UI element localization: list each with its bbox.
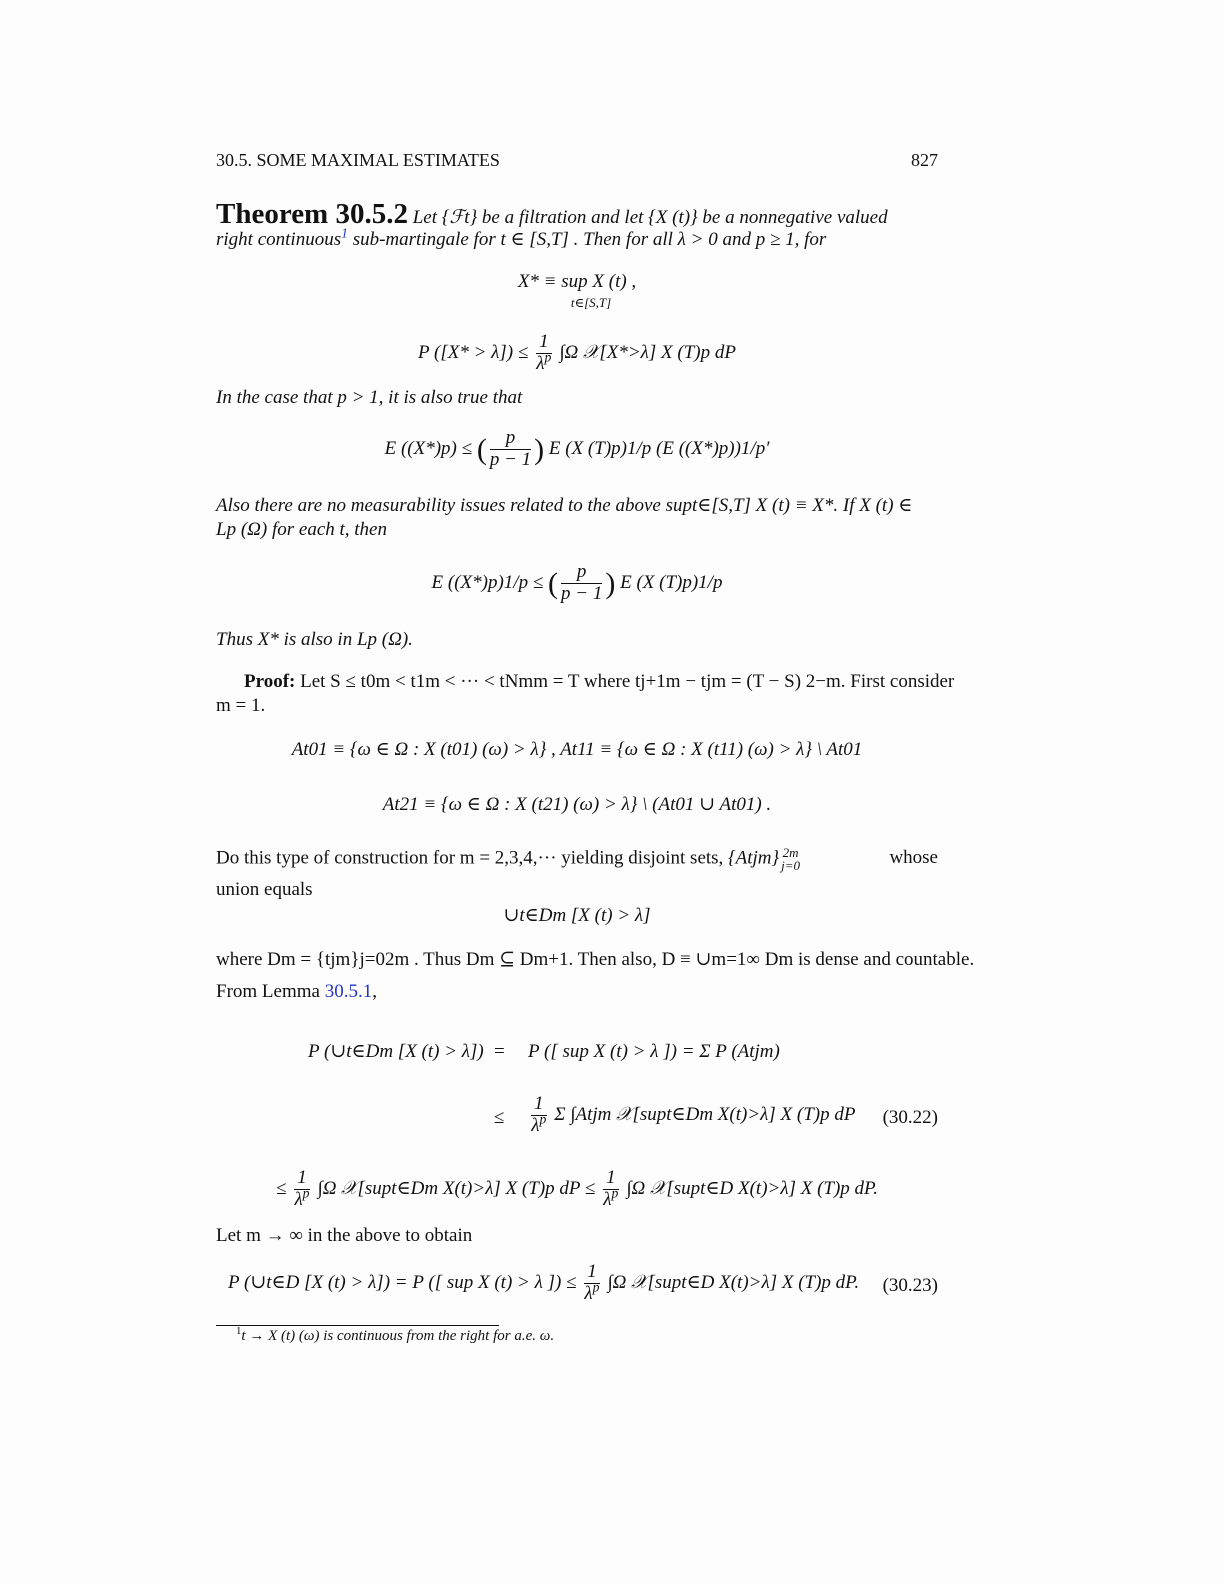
theorem-label: Theorem 30.5.2: [216, 198, 408, 230]
lemma-link[interactable]: 30.5.1: [324, 981, 373, 1002]
equation-sets-a1: At01 ≡ {ω ∈ Ω : X (t01) (ω) > λ} , At11 ≡ {ω ∈ Ω : X (t11) (ω) > λ} \ At01: [291, 739, 863, 760]
eq-cont-a: ∫Ω 𝒳[supt∈Dm X(t)>λ] X (T)p dP ≤: [317, 1177, 596, 1199]
footnote-ref[interactable]: 1: [341, 225, 348, 241]
construction-sup: 2m: [782, 845, 799, 860]
footnote: [236, 1327, 554, 1347]
footnote-mark: 1: [236, 1325, 242, 1337]
thus-text: Thus X* is also in Lp (Ω).: [216, 629, 413, 650]
equation-lp-bound: E ((X*)p)1/p ≤ ( $\frac{p}{p - 1}$ ) E (X (T)p)1/p: [431, 561, 723, 604]
fraction-p-over-p-minus-1: $\frac{p}{p - 1}$: [489, 427, 532, 470]
eq22-tag: (30.22): [882, 1107, 938, 1128]
fraction-one-over-lambda-p-d: $\frac{1}{\lambda^p}$: [603, 1167, 619, 1210]
theorem-text-1: Let {ℱt} be a filtration and let {X (t)} be a nonnegative valued: [412, 207, 888, 228]
measurability-line-2: Lp (Ω) for each t, then: [216, 519, 387, 540]
equation-30-23: [228, 1262, 859, 1305]
fraction-one-over-lambda-p-e: $\frac{1}{\lambda^p}$: [584, 1261, 600, 1304]
fraction-one-over-lambda-p-c: $\frac{1}{\lambda^p}$: [294, 1167, 310, 1210]
eq22-r2: [528, 1094, 855, 1137]
eq23-b: ∫Ω 𝒳[supt∈D X(t)>λ] X (T)p dP.: [607, 1271, 860, 1293]
fraction-p-over-p-minus-1-b: $\frac{p}{p - 1}$: [561, 561, 603, 604]
construction-set: {Atjm}: [728, 847, 780, 869]
fraction-one-over-lambda-p: $\frac{1}{\lambda^p}$: [536, 331, 552, 374]
page-number: 827: [911, 150, 938, 170]
measurability-line-1: Also there are no measurability issues related to the above supt∈[S,T] X (t) ≡ X*. If X (t) ∈: [216, 495, 913, 516]
footnote-text: t → X (t) (ω) is continuous from the right for a.e. ω.: [241, 1328, 555, 1344]
construction-sub: j=0: [781, 858, 801, 873]
eq-lp-rhs: E (X (T)p)1/p: [620, 571, 723, 593]
construction-line-2: union equals: [216, 879, 313, 900]
construction-text-b: whose: [889, 847, 938, 868]
eq23-a: P (∪t∈D [X (t) > λ]) = P ([ sup X (t) > λ ]) ≤: [228, 1271, 577, 1293]
proof-text-1: Let S ≤ t0m < t1m < ··· < tNmm = T where tj+1m − tjm = (T − S) 2−m. First consider: [295, 671, 955, 692]
construction-line-1: [216, 846, 938, 872]
eq-prob-lhs: P ([X* > λ]) ≤: [418, 341, 529, 363]
theorem-text-2b: sub-martingale for t ∈ [S,T] . Then for all λ > 0 and p ≥ 1, for: [347, 229, 827, 250]
eq-cont-b: ∫Ω 𝒳[supt∈D X(t)>λ] X (T)p dP.: [626, 1177, 878, 1199]
eq-lp-lhs: E ((X*)p)1/p ≤: [431, 571, 544, 593]
theorem-text-2a: right continuous: [216, 229, 342, 250]
eq23-tag: (30.23): [882, 1275, 938, 1296]
equation-xstar: [216, 270, 938, 295]
lemma-text: From Lemma: [216, 981, 325, 1002]
equation-continuation: ≤ $\frac{1}{\lambda^p}$ ∫Ω 𝒳[supt∈Dm X(t)>λ] X (T)p dP ≤ $\frac{1}{\lambda^p}$ ∫Ω 𝒳[supt∈D X(t)>λ] X (T)p dP.: [276, 1167, 878, 1210]
equation-doob: E ((X*)p) ≤ ( $\frac{p}{p - 1}$ ) E (X (T)p)1/p (E ((X*)p))1/p′: [384, 427, 770, 470]
eq-doob-rhs: E (X (T)p)1/p (E ((X*)p))1/p′: [548, 437, 770, 459]
running-head-section: 30.5. SOME MAXIMAL ESTIMATES: [216, 150, 500, 170]
theorem-line-2: [216, 225, 938, 253]
construction-limits: [781, 846, 800, 872]
proof-label: Proof:: [244, 671, 296, 692]
equation-union: ∪t∈Dm [X (t) > λ]: [503, 905, 651, 926]
eq22-equals: =: [494, 1041, 505, 1062]
equation-maximal-probability: [216, 332, 938, 375]
proof-line-1: [244, 670, 955, 695]
proof-line-2: m = 1.: [216, 695, 266, 716]
xstar-text: X* ≡ sup X (t) ,: [517, 271, 637, 292]
eq22-r2-text: Σ ∫Atjm 𝒳[supt∈Dm X(t)>λ] X (T)p dP: [554, 1103, 856, 1125]
eq22-leq: ≤: [494, 1107, 505, 1128]
eq-prob-rhs: ∫Ω 𝒳[X*>λ] X (T)p dP: [559, 341, 736, 363]
lemma-line: [216, 980, 938, 1005]
construction-text-a: Do this type of construction for m = 2,3,4,··· yielding disjoint sets,: [216, 847, 724, 869]
equation-xstar-limit: t∈[S,T]: [570, 295, 612, 310]
eq22-lhs: P (∪t∈Dm [X (t) > λ]): [308, 1041, 484, 1062]
where-line: where Dm = {tjm}j=02m . Thus Dm ⊆ Dm+1. Then also, D ≡ ∪m=1∞ Dm is dense and countable.: [216, 949, 975, 970]
footnote-rule: [216, 1325, 499, 1326]
fraction-one-over-lambda-p-b: $\frac{1}{\lambda^p}$: [531, 1093, 547, 1136]
eq22-r1: P ([ sup X (t) > λ ]) = Σ P (Atjm): [528, 1041, 780, 1062]
limit-text: Let m → ∞ in the above to obtain: [216, 1225, 473, 1246]
equation-sets-a2: At21 ≡ {ω ∈ Ω : X (t21) (ω) > λ} \ (At01 ∪ At01) .: [382, 794, 772, 815]
case-text: In the case that p > 1, it is also true that: [216, 387, 523, 408]
lemma-tail: ,: [372, 981, 377, 1002]
eq-doob-lhs: E ((X*)p) ≤: [384, 437, 473, 459]
